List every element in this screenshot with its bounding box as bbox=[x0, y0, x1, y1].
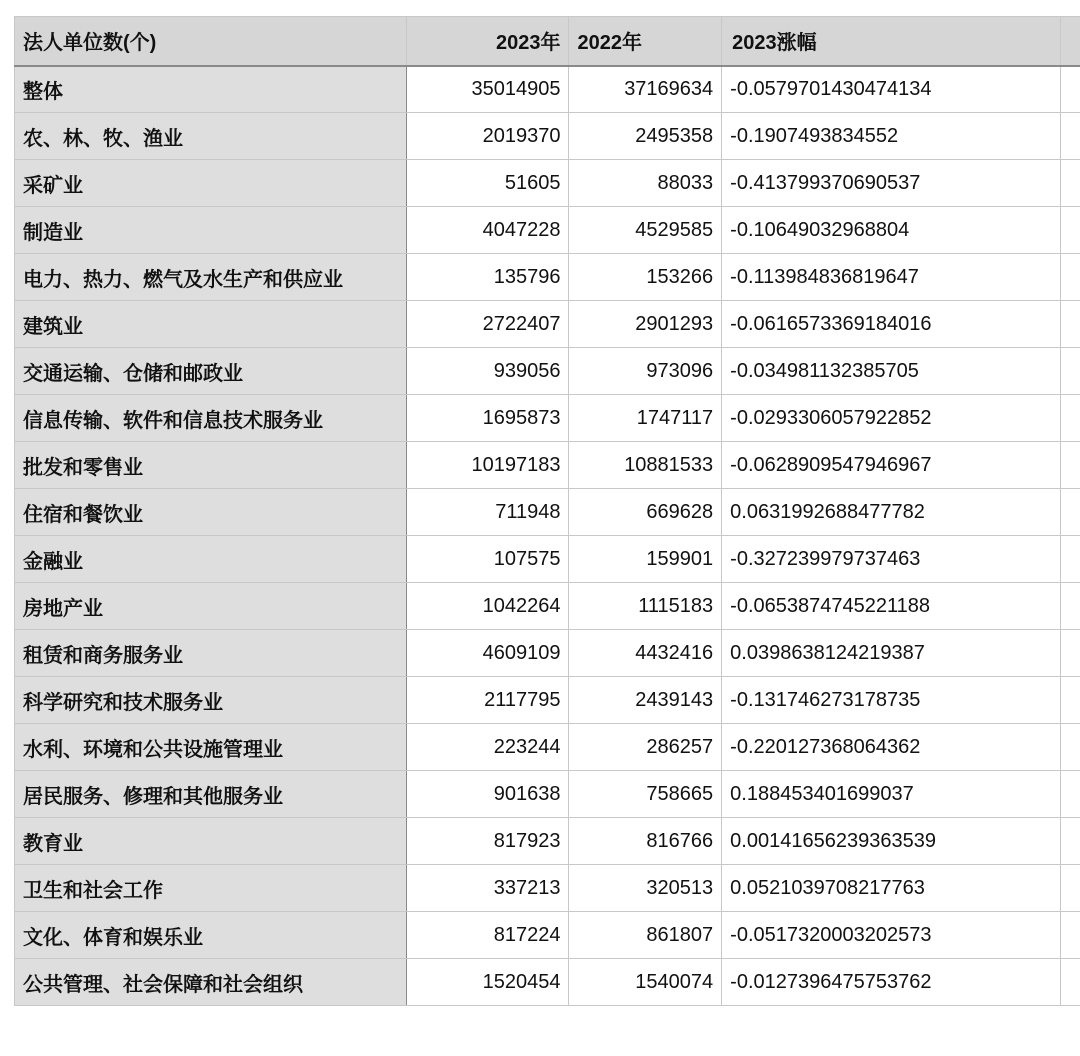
table-body bbox=[15, 66, 1080, 1006]
header-cell-name[interactable]: 法人单位数(个) bbox=[15, 17, 407, 66]
row-name-cell[interactable]: 教育业 bbox=[15, 818, 407, 865]
row-empty-cell[interactable] bbox=[1061, 677, 1080, 724]
row-growth-cell[interactable]: -0.220127368064362 bbox=[722, 724, 1061, 771]
row-2023-cell[interactable]: 35014905 bbox=[407, 66, 569, 113]
row-growth-cell[interactable]: -0.0127396475753762 bbox=[722, 959, 1061, 1006]
row-2023-cell[interactable]: 901638 bbox=[407, 771, 569, 818]
header-cell-2023[interactable]: 2023年 bbox=[407, 17, 569, 66]
row-2022-cell[interactable]: 2901293 bbox=[569, 301, 722, 348]
table-row bbox=[15, 677, 1080, 724]
row-growth-cell[interactable]: 0.0398638124219387 bbox=[722, 630, 1061, 677]
row-name-cell[interactable]: 科学研究和技术服务业 bbox=[15, 677, 407, 724]
row-growth-cell[interactable]: 0.0631992688477782 bbox=[722, 489, 1061, 536]
row-2023-cell[interactable]: 2722407 bbox=[407, 301, 569, 348]
row-2022-cell[interactable]: 1540074 bbox=[569, 959, 722, 1006]
row-2023-cell[interactable]: 2019370 bbox=[407, 113, 569, 160]
header-cell-growth[interactable]: 2023涨幅 bbox=[722, 17, 1061, 66]
table-row bbox=[15, 865, 1080, 912]
row-name-cell[interactable]: 租赁和商务服务业 bbox=[15, 630, 407, 677]
table-row bbox=[15, 395, 1080, 442]
row-growth-cell[interactable]: -0.0579701430474134 bbox=[722, 66, 1061, 113]
table-row bbox=[15, 254, 1080, 301]
row-2023-cell[interactable]: 107575 bbox=[407, 536, 569, 583]
row-2022-cell[interactable]: 4432416 bbox=[569, 630, 722, 677]
row-2022-cell[interactable]: 159901 bbox=[569, 536, 722, 583]
row-empty-cell[interactable] bbox=[1061, 207, 1080, 254]
row-growth-cell[interactable]: 0.188453401699037 bbox=[722, 771, 1061, 818]
row-empty-cell[interactable] bbox=[1061, 395, 1080, 442]
table-header bbox=[15, 17, 1080, 66]
row-name-cell[interactable]: 信息传输、软件和信息技术服务业 bbox=[15, 395, 407, 442]
row-name-cell[interactable]: 居民服务、修理和其他服务业 bbox=[15, 771, 407, 818]
table-row bbox=[15, 160, 1080, 207]
row-name-cell[interactable]: 交通运输、仓储和邮政业 bbox=[15, 348, 407, 395]
row-2022-cell[interactable]: 1115183 bbox=[569, 583, 722, 630]
row-2023-cell[interactable]: 817224 bbox=[407, 912, 569, 959]
row-empty-cell[interactable] bbox=[1061, 66, 1080, 113]
row-2022-cell[interactable]: 861807 bbox=[569, 912, 722, 959]
row-2022-cell[interactable]: 4529585 bbox=[569, 207, 722, 254]
row-growth-cell[interactable]: -0.0517320003202573 bbox=[722, 912, 1061, 959]
table-row bbox=[15, 536, 1080, 583]
row-empty-cell[interactable] bbox=[1061, 348, 1080, 395]
row-growth-cell[interactable]: -0.327239979737463 bbox=[722, 536, 1061, 583]
row-name-cell[interactable]: 金融业 bbox=[15, 536, 407, 583]
table-row bbox=[15, 207, 1080, 254]
table-row bbox=[15, 442, 1080, 489]
row-2022-cell[interactable]: 816766 bbox=[569, 818, 722, 865]
row-2022-cell[interactable]: 758665 bbox=[569, 771, 722, 818]
row-name-cell[interactable]: 文化、体育和娱乐业 bbox=[15, 912, 407, 959]
row-name-cell[interactable]: 电力、热力、燃气及水生产和供应业 bbox=[15, 254, 407, 301]
row-2022-cell[interactable]: 669628 bbox=[569, 489, 722, 536]
row-growth-cell[interactable]: 0.0521039708217763 bbox=[722, 865, 1061, 912]
table-row bbox=[15, 113, 1080, 160]
row-empty-cell[interactable] bbox=[1061, 818, 1080, 865]
table-row bbox=[15, 771, 1080, 818]
row-growth-cell[interactable]: 0.00141656239363539 bbox=[722, 818, 1061, 865]
row-empty-cell[interactable] bbox=[1061, 959, 1080, 1006]
header-row bbox=[15, 17, 1080, 66]
row-empty-cell[interactable] bbox=[1061, 724, 1080, 771]
row-2022-cell[interactable]: 10881533 bbox=[569, 442, 722, 489]
row-growth-cell[interactable]: -0.0293306057922852 bbox=[722, 395, 1061, 442]
row-2023-cell[interactable]: 711948 bbox=[407, 489, 569, 536]
row-name-cell[interactable]: 整体 bbox=[15, 66, 407, 113]
row-growth-cell[interactable]: -0.0653874745221188 bbox=[722, 583, 1061, 630]
header-cell-empty[interactable] bbox=[1061, 17, 1080, 66]
row-2023-cell[interactable]: 1520454 bbox=[407, 959, 569, 1006]
row-2022-cell[interactable]: 286257 bbox=[569, 724, 722, 771]
table-row bbox=[15, 818, 1080, 865]
table-row bbox=[15, 583, 1080, 630]
row-2022-cell[interactable]: 1747117 bbox=[569, 395, 722, 442]
row-2023-cell[interactable]: 817923 bbox=[407, 818, 569, 865]
row-2023-cell[interactable]: 337213 bbox=[407, 865, 569, 912]
row-2022-cell[interactable]: 153266 bbox=[569, 254, 722, 301]
row-2022-cell[interactable]: 973096 bbox=[569, 348, 722, 395]
row-2023-cell[interactable]: 939056 bbox=[407, 348, 569, 395]
row-2023-cell[interactable]: 4609109 bbox=[407, 630, 569, 677]
row-empty-cell[interactable] bbox=[1061, 442, 1080, 489]
row-empty-cell[interactable] bbox=[1061, 630, 1080, 677]
row-growth-cell[interactable]: -0.10649032968804 bbox=[722, 207, 1061, 254]
row-empty-cell[interactable] bbox=[1061, 912, 1080, 959]
row-2023-cell[interactable]: 1042264 bbox=[407, 583, 569, 630]
row-2022-cell[interactable]: 2439143 bbox=[569, 677, 722, 724]
row-growth-cell[interactable]: -0.0628909547946967 bbox=[722, 442, 1061, 489]
table-row bbox=[15, 959, 1080, 1006]
row-name-cell[interactable]: 水利、环境和公共设施管理业 bbox=[15, 724, 407, 771]
row-name-cell[interactable]: 住宿和餐饮业 bbox=[15, 489, 407, 536]
spreadsheet-table bbox=[14, 16, 1080, 1006]
row-growth-cell[interactable]: -0.413799370690537 bbox=[722, 160, 1061, 207]
row-empty-cell[interactable] bbox=[1061, 254, 1080, 301]
row-2023-cell[interactable]: 51605 bbox=[407, 160, 569, 207]
row-growth-cell[interactable]: -0.034981132385705 bbox=[722, 348, 1061, 395]
row-growth-cell[interactable]: -0.0616573369184016 bbox=[722, 301, 1061, 348]
row-2023-cell[interactable]: 1695873 bbox=[407, 395, 569, 442]
row-2023-cell[interactable]: 4047228 bbox=[407, 207, 569, 254]
row-2022-cell[interactable]: 37169634 bbox=[569, 66, 722, 113]
row-2023-cell[interactable]: 2117795 bbox=[407, 677, 569, 724]
row-name-cell[interactable]: 制造业 bbox=[15, 207, 407, 254]
row-empty-cell[interactable] bbox=[1061, 771, 1080, 818]
row-empty-cell[interactable] bbox=[1061, 865, 1080, 912]
header-cell-2022[interactable]: 2022年 bbox=[569, 17, 722, 66]
row-empty-cell[interactable] bbox=[1061, 489, 1080, 536]
row-2023-cell[interactable]: 10197183 bbox=[407, 442, 569, 489]
table-row bbox=[15, 630, 1080, 677]
row-name-cell[interactable]: 公共管理、社会保障和社会组织 bbox=[15, 959, 407, 1006]
row-name-cell[interactable]: 农、林、牧、渔业 bbox=[15, 113, 407, 160]
row-growth-cell[interactable]: -0.131746273178735 bbox=[722, 677, 1061, 724]
table-row bbox=[15, 348, 1080, 395]
row-growth-cell[interactable]: -0.113984836819647 bbox=[722, 254, 1061, 301]
row-empty-cell[interactable] bbox=[1061, 536, 1080, 583]
row-name-cell[interactable]: 批发和零售业 bbox=[15, 442, 407, 489]
row-empty-cell[interactable] bbox=[1061, 301, 1080, 348]
row-2023-cell[interactable]: 223244 bbox=[407, 724, 569, 771]
row-name-cell[interactable]: 采矿业 bbox=[15, 160, 407, 207]
row-name-cell[interactable]: 房地产业 bbox=[15, 583, 407, 630]
row-2022-cell[interactable]: 88033 bbox=[569, 160, 722, 207]
row-2023-cell[interactable]: 135796 bbox=[407, 254, 569, 301]
row-empty-cell[interactable] bbox=[1061, 160, 1080, 207]
row-growth-cell[interactable]: -0.1907493834552 bbox=[722, 113, 1061, 160]
row-name-cell[interactable]: 卫生和社会工作 bbox=[15, 865, 407, 912]
row-2022-cell[interactable]: 2495358 bbox=[569, 113, 722, 160]
table-row bbox=[15, 724, 1080, 771]
table-row bbox=[15, 301, 1080, 348]
table-row bbox=[15, 66, 1080, 113]
row-empty-cell[interactable] bbox=[1061, 113, 1080, 160]
row-2022-cell[interactable]: 320513 bbox=[569, 865, 722, 912]
table-row bbox=[15, 912, 1080, 959]
table-row bbox=[15, 489, 1080, 536]
row-empty-cell[interactable] bbox=[1061, 583, 1080, 630]
row-name-cell[interactable]: 建筑业 bbox=[15, 301, 407, 348]
